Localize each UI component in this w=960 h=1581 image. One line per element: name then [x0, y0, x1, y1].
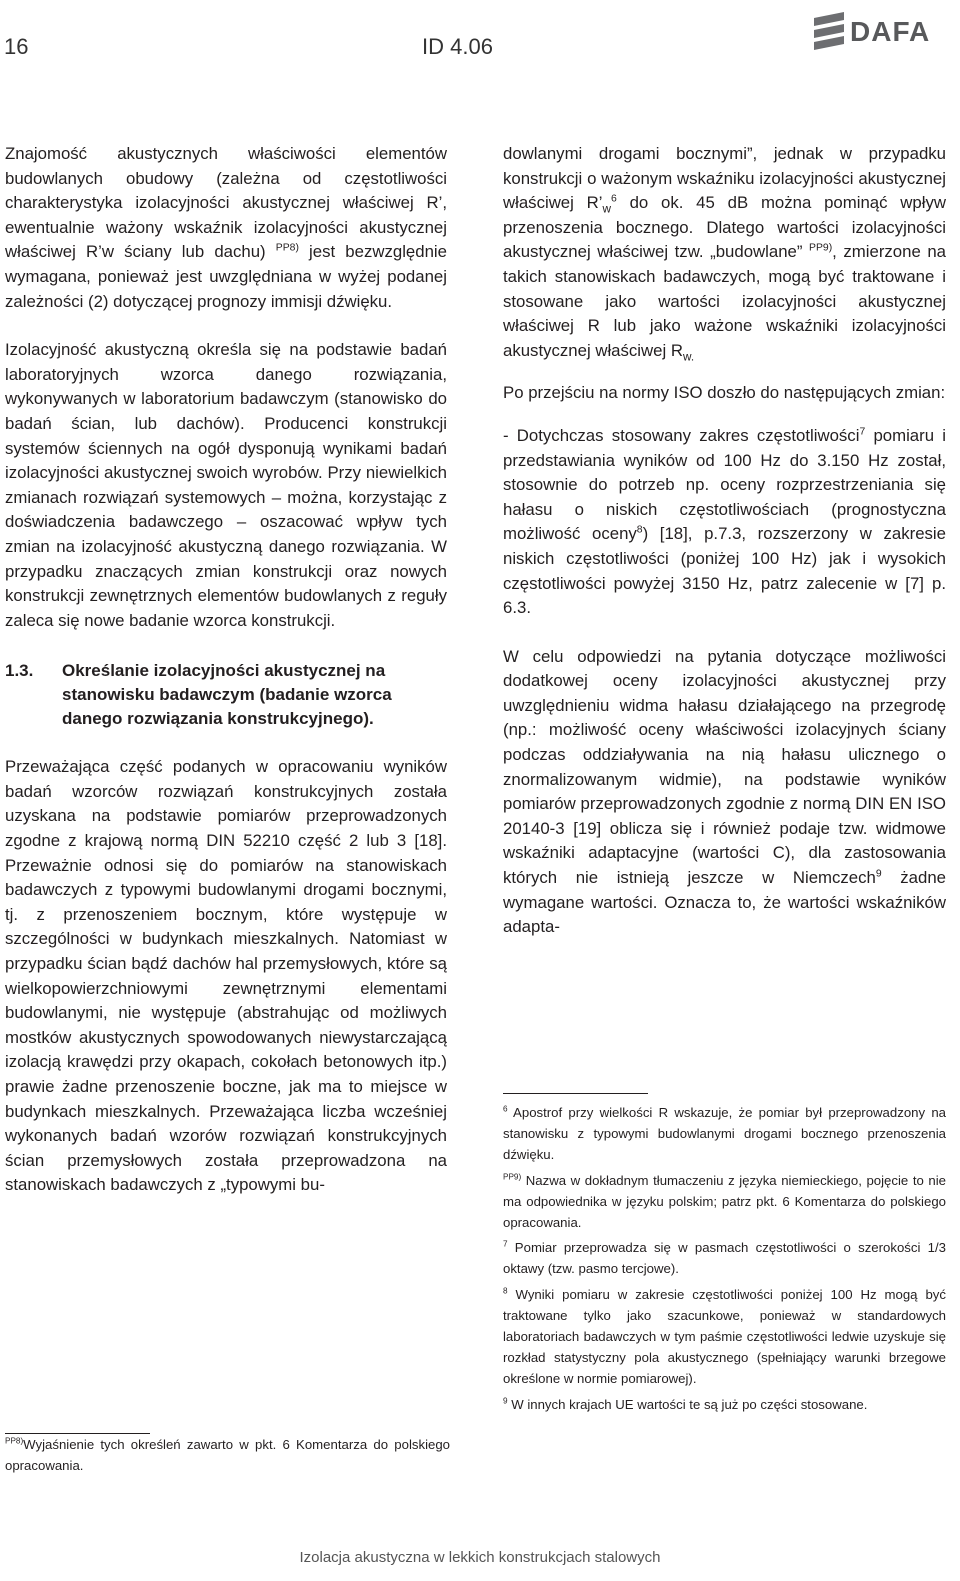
- paragraph: Po przejściu na normy ISO doszło do następujących zmian:: [503, 383, 946, 403]
- footnote: $^8$ Wyniki pomiaru w zakresie częstotliwości poniżej 100 Hz mogą być traktowane tylko jako szacunkowe, ponieważ w standardowych laboratoriach badawczych w tym paśmie częstotliwości ledwie uzyskuje się rozkład statystyczny pola akustycznego (spełniający warunki brzegowe określone w normie pomiarowej).: [503, 1286, 946, 1387]
- paragraph: Przeważająca część podanych w opracowaniu wyników badań wzorców rozwiązań konstrukcyjnych została uzyskana na podstawie pomiarów przeprowadzonych zgodne z krajową normą DIN 52210 część 2 lub 3 [18]. Przeważnie odnosi się do pomiarów na stanowiskach badawczych z typowymi budowlanymi drogami bocznymi, tj. z przenoszeniem bocznym, które występuje w szczególności w budynkach mieszkalnych. Natomiast w przypadku ścian bądź dachów hal przemysłowych, które są wielkopowierzchniowymi zewnętrznymi elementami budowlanymi, nie występuje (abstrahując od możliwych mostków akustycznych spowodowanych niewystarczającą izolacją krawędzi przy okapach, cokołach betonowych itp.) prawie żadne przenoszenie boczne, jak ma to miejsce w budynkach mieszkalnych. Przeważająca liczba wcześniej wykonanych badań wzorów rozwiązań konstrukcyjnych ścian przemysłowych została przeprowadzona na stanowiskach badawczych z „typowymi bu-: [5, 757, 447, 1195]
- section-number: 1.3.: [5, 661, 34, 681]
- footnote: $^{PP8)}$Wyjaśnienie tych określeń zawarto w pkt. 6 Komentarza do polskiego opracowania.: [5, 1436, 450, 1474]
- footnote: $^{PP9)}$ Nazwa w dokładnym tłumaczeniu z języka niemieckiego, pojęcie to nie ma odpowiednika w języku polskim; patrz pkt. 6 Komentarza do polskiego opracowania.: [503, 1172, 946, 1231]
- paragraph: Znajomość akustycznych właściwości elementów budowlanych obudowy (zależna od częstotliwości charakterystyka izolacyjności akustycznej właściwej R’, ewentualnie ważony wskaźnik izolacyjności akustycznej właściwej R’w ściany lub dachu) $^{PP8)}$ jest bezwzględnie wymagana, ponieważ jest uwzględniana w wyżej podanej zależności (2) dotyczącej prognozy immisji dźwięku.: [5, 144, 447, 311]
- logo-text: DAFA: [850, 16, 931, 47]
- paragraph: dowlanymi drogami bocznymi”, jednak w przypadku konstrukcji o ważonym wskaźniku izolacyjności akustycznej właściwej $R’_w^6$ do ok. 45 dB można pominąć wpływ przenoszenia bocznego. Dlatego wartości izolacyjności akustycznej właściwej tzw. „budowlane” $^{PP9)}$, zmierzone na takich stanowiskach badawczych, mogą być traktowane i stosowane jako wartości izolacyjności akustycznej właściwej R lub jako ważone wskaźniki izolacyjności akustycznej właściwej $R_{w.}$: [503, 144, 947, 364]
- paragraph: Izolacyjność akustyczną określa się na podstawie badań laboratoryjnych wzorca danego rozwiązania, wykonywanych w laboratorium badawczym (stanowisko do badań ścian, lub dachów). Producenci konstrukcji systemów ściennych na ogół dysponują wynikami badań izolacyjności akustycznej swoich wyrobów. Przy niewielkich zmianach rozwiązań systemowych – można, korzystając z doświadczenia badawczego – oszacować wpływ tych zmian na izolacyjność akustyczną danego rozwiązania. W przypadku znaczących zmian konstrukcji oraz nowych konstrukcji zewnętrznych elementów budowlanych z reguły zaleca się nowe badanie wzorca konstrukcji.: [5, 340, 447, 630]
- footnote: $^6$ Apostrof przy wielkości R wskazuje, że pomiar był przeprowadzony na stanowisku z typowymi budowlanymi drogami bocznego przenoszenia dźwięku.: [503, 1104, 946, 1163]
- document-id: ID 4.06: [422, 34, 493, 59]
- right-column: [503, 142, 946, 940]
- footer-title: Izolacja akustyczna w lekkich konstrukcjach stalowych: [299, 1549, 661, 1566]
- footnotes: [503, 1102, 946, 1419]
- footnote: $^7$ Pomiar przeprowadza się w pasmach częstotliwości o szerokości 1/3 oktawy (tzw. pasmo tercjowe).: [503, 1239, 946, 1277]
- section-heading: [5, 659, 447, 731]
- left-column: [5, 142, 447, 1198]
- paragraph: W celu odpowiedzi na pytania dotyczące możliwości dodatkowej oceny izolacyjności akustycznej przy uwzględnieniu widma hałasu działającego na przegrodę (np.: możliwość oceny właściwości izolacyjnych ściany podczas oddziaływania na nią hałasu ulicznego o znormalizowanym widmie), na podstawie wyników pomiarów przeprowadzonych zgodnie z normą DIN EN ISO 20140-3 [19] oblicza się i również podaje tzw. widmowe wskaźniki adaptacyjne (wartości C), dla zastosowania których nie istnieją jeszcze w Niemczech$^9$ żadne wymagane wartości. Oznacza to, że wartości wskaźników adapta-: [503, 646, 946, 937]
- paragraph: - Dotychczas stosowany zakres częstotliwości$^7$ pomiaru i przedstawiania wyników od 100 Hz do 3.150 Hz został, stosownie do potrzeb np. oceny rozprzestrzeniania się hałasu o niskich częstotliwościach (prognostyczna możliwość oceny$^8$) [18], p.7.3, rozszerzony w zakresie niskich częstotliwości (poniżej 100 Hz) jak i wysokich częstotliwości powyżej 3150 Hz, patrz zalecenie w [7] p. 6.3.: [503, 425, 946, 618]
- footnote: $^9$ W innych krajach UE wartości te są już po części stosowane.: [503, 1396, 868, 1412]
- footnote-divider: [503, 1093, 648, 1094]
- page-number: 16: [4, 34, 29, 59]
- section-title: Określanie izolacyjności akustycznej na stanowisku badawczym (badanie wzorca danego rozwiązania konstrukcyjnego).: [62, 661, 392, 729]
